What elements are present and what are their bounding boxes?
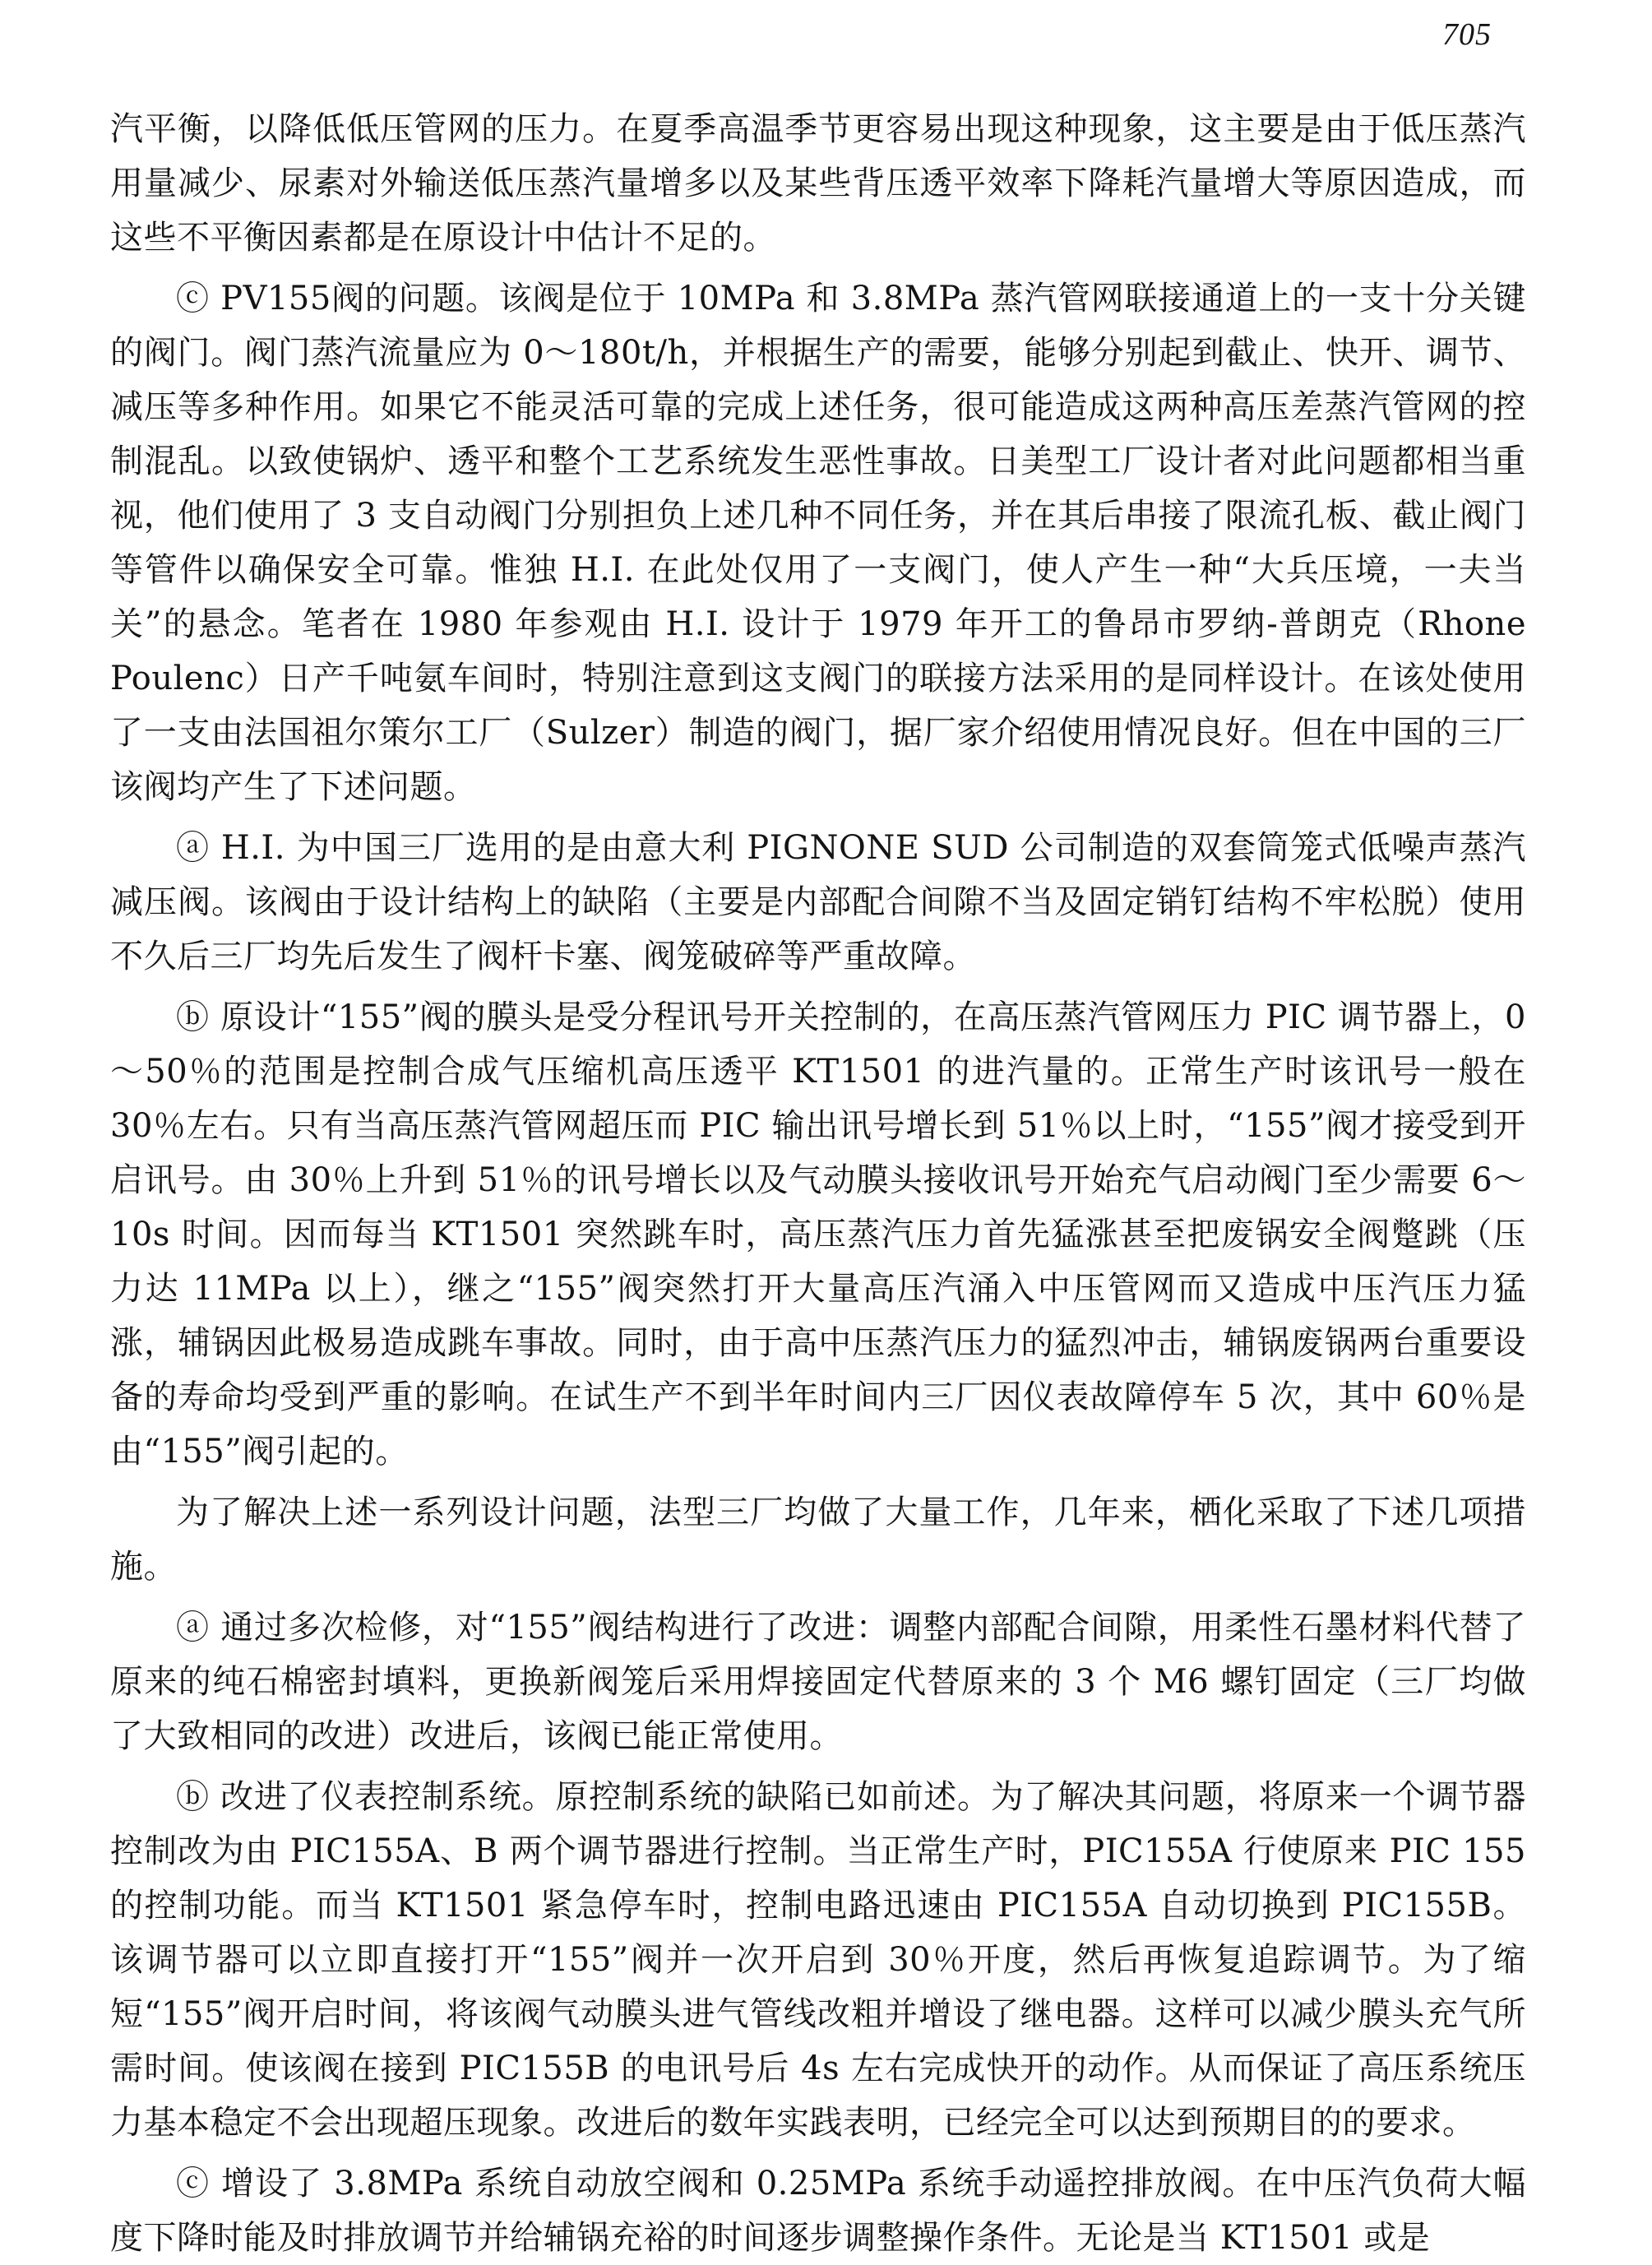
page-number: 705 (1442, 17, 1492, 52)
paragraph-pv155-valve-problem: ⓒ PV155阀的问题。该阀是位于 10MPa 和 3.8MPa 蒸汽管网联接通道上的一支十分关键的阀门。阀门蒸汽流量应为 0～180t/h，并根据生产的需要，能够分别起到截止、快开、调节、减压等多种作用。如果它不能灵活可靠的完成上述任务，很可能造成这两种高压差蒸汽管网的控制混乱。以致使锅炉、透平和整个工艺系统发生恶性事故。日美型工厂设计者对此问题都相当重视，他们使用了 3 支自动阀门分别担负上述几种不同任务，并在其后串接了限流孔板、截止阀门等管件以确保安全可靠。惟独 H.I. 在此处仅用了一支阀门，使人产生一种“大兵压境，一夫当关”的悬念。笔者在 1980 年参观由 H.I. 设计于 1979 年开工的鲁昂市罗纳-普朗克（Rhone Poulenc）日产千吨氨车间时，特别注意到这支阀门的联接方法采用的是同样设计。在该处使用了一支由法国祖尔策尔工厂（Sulzer）制造的阀门，据厂家介绍使用情况良好。但在中国的三厂该阀均产生了下述问题。 (110, 280, 1526, 806)
paragraph-continuation: 汽平衡，以降低低压管网的压力。在夏季高温季节更容易出现这种现象，这主要是由于低压蒸汽用量减少、尿素对外输送低压蒸汽量增多以及某些背压透平效率下降耗汽量增大等原因造成，而这些不平衡因素都是在原设计中估计不足的。 (110, 110, 1526, 257)
paragraph-measure-b: ⓑ 改进了仪表控制系统。原控制系统的缺陷已如前述。为了解决其问题，将原来一个调节器控制改为由 PIC155A、B 两个调节器进行控制。当正常生产时，PIC155A 行使原来 PIC 155 的控制功能。而当 KT1501 紧急停车时，控制电路迅速由 PIC155A 自动切换到 PIC155B。该调节器可以立即直接打开“155”阀并一次开启到 30％开度，然后再恢复追踪调节。为了缩短“155”阀开启时间，将该阀气动膜头进气管线改粗并增设了继电器。这样可以减少膜头充气所需时间。使该阀在接到 PIC155B 的电讯号后 4s 左右完成快开的动作。从而保证了高压系统压力基本稳定不会出现超压现象。改进后的数年实践表明，已经完全可以达到预期目的的要求。 (110, 1778, 1526, 2142)
paragraph-measure-c: ⓒ 增设了 3.8MPa 系统自动放空阀和 0.25MPa 系统手动遥控排放阀。在中压汽负荷大幅度下降时能及时排放调节并给辅锅充裕的时间逐步调整操作条件。无论是当 KT1501 或是 (110, 2165, 1526, 2257)
paragraph-diaphragm-control: ⓑ 原设计“155”阀的膜头是受分程讯号开关控制的，在高压蒸汽管网压力 PIC 调节器上，0～50％的范围是控制合成气压缩机高压透平 KT1501 的进汽量的。正常生产时该讯号一般在 30％左右。只有当高压蒸汽管网超压而 PIC 输出讯号增长到 51％以上时，“155”阀才接受到开启讯号。由 30％上升到 51％的讯号增长以及气动膜头接收讯号开始充气启动阀门至少需要 6～10s 时间。因而每当 KT1501 突然跳车时，高压蒸汽压力首先猛涨甚至把废锅安全阀蹩跳（压力达 11MPa 以上），继之“155”阀突然打开大量高压汽涌入中压管网而又造成中压汽压力猛涨，辅锅因此极易造成跳车事故。同时，由于高中压蒸汽压力的猛烈冲击，辅锅废锅两台重要设备的寿命均受到严重的影响。在试生产不到半年时间内三厂因仪表故障停车 5 次，其中 60％是由“155”阀引起的。 (110, 998, 1526, 1471)
paragraph-measure-a: ⓐ 通过多次检修，对“155”阀结构进行了改进：调整内部配合间隙，用柔性石墨材料代替了原来的纯石棉密封填料，更换新阀笼后采用焊接固定代替原来的 3 个 M6 螺钉固定（三厂均做了大致相同的改进）改进后，该阀已能正常使用。 (110, 1609, 1526, 1755)
page-body (110, 102, 1526, 2265)
paragraph-valve-defect: ⓐ H.I. 为中国三厂选用的是由意大利 PIGNONE SUD 公司制造的双套筒笼式低噪声蒸汽减压阀。该阀由于设计结构上的缺陷（主要是内部配合间隙不当及固定销钉结构不牢松脱）使用不久后三厂均先后发生了阀杆卡塞、阀笼破碎等严重故障。 (110, 829, 1526, 975)
paragraph-measures-intro: 为了解决上述一系列设计问题，法型三厂均做了大量工作，几年来，栖化采取了下述几项措施。 (110, 1494, 1526, 1586)
